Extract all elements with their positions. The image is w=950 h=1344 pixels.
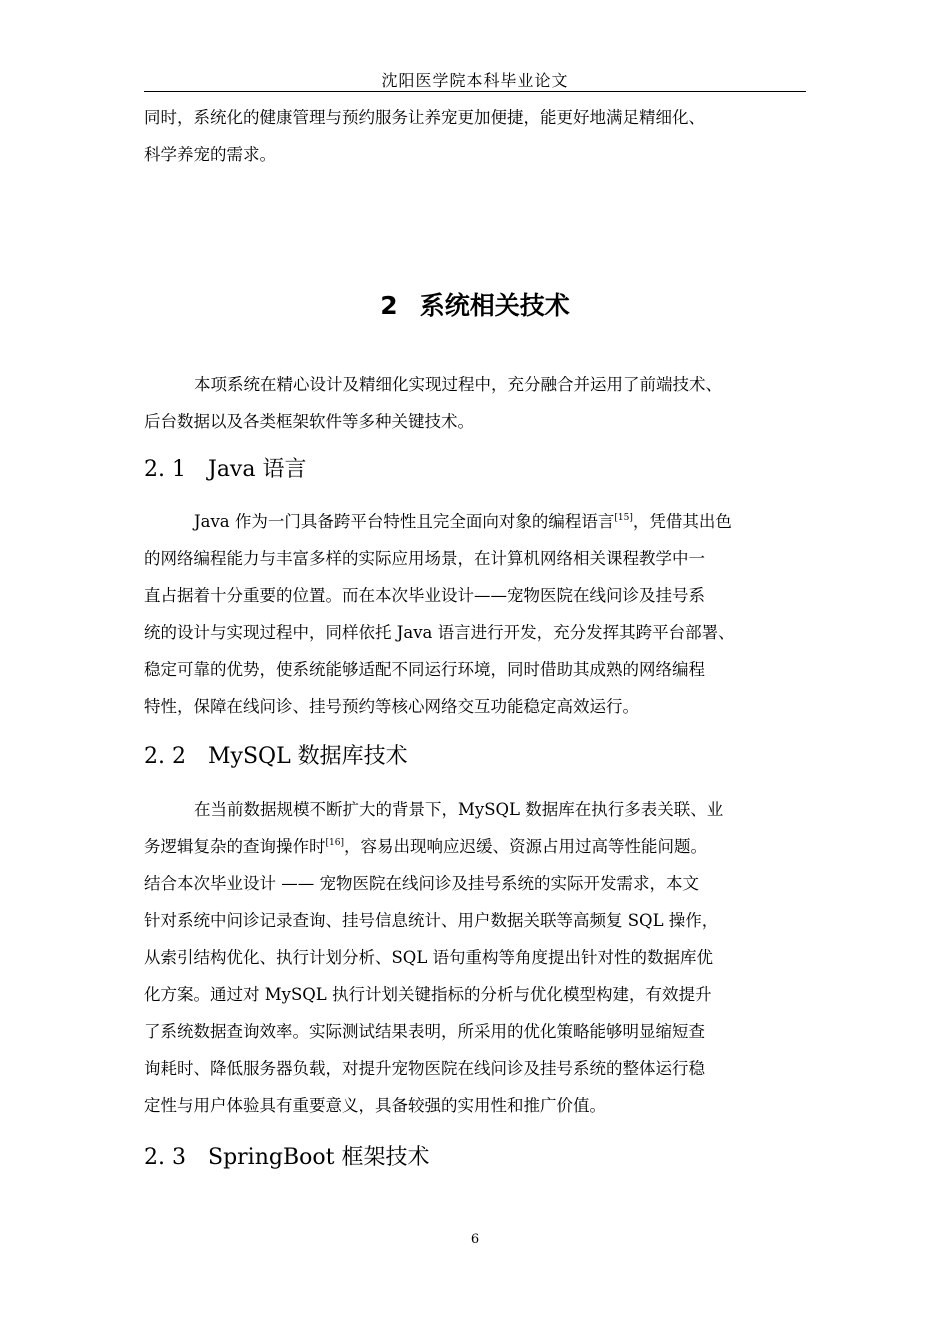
- paragraph-line: 本项系统在精心设计及精细化实现过程中，充分融合并运用了前端技术、: [194, 375, 722, 394]
- section-title: Java 语言: [208, 457, 307, 482]
- text-run: ，容易出现响应迟缓、资源占用过高等性能问题。: [343, 837, 707, 856]
- paragraph-line: 询耗时、降低服务器负载，对提升宠物医院在线问诊及挂号系统的整体运行稳: [144, 1059, 705, 1078]
- section-title: SpringBoot 框架技术: [208, 1145, 430, 1170]
- section-title: MySQL 数据库技术: [208, 744, 408, 769]
- citation-ref: [15]: [614, 513, 633, 523]
- citation-ref: [16]: [325, 838, 344, 848]
- text-run: 务逻辑复杂的查询操作时: [144, 837, 326, 856]
- header-rule: [144, 91, 806, 92]
- paragraph-line: 从索引结构优化、执行计划分析、SQL 语句重构等角度提出针对性的数据库优: [144, 948, 714, 967]
- paragraph-line: 直占据着十分重要的位置。而在本次毕业设计——宠物医院在线问诊及挂号系: [144, 586, 705, 605]
- chapter-title: 系统相关技术: [419, 291, 570, 320]
- paragraph-line: 针对系统中问诊记录查询、挂号信息统计、用户数据关联等高频复 SQL 操作，: [144, 911, 719, 930]
- paragraph-line: 特性，保障在线问诊、挂号预约等核心网络交互功能稳定高效运行。: [144, 697, 639, 716]
- section-heading-2-3: [144, 1143, 429, 1173]
- chapter-intro-paragraph: [144, 366, 808, 440]
- paragraph-line: 稳定可靠的优势，使系统能够适配不同运行环境，同时借助其成熟的网络编程: [144, 660, 705, 679]
- paragraph-line: 在当前数据规模不断扩大的背景下，MySQL 数据库在执行多表关联、业: [194, 800, 724, 819]
- paragraph-line: 科学养宠的需求。: [144, 145, 276, 164]
- paragraph-line: 的网络编程能力与丰富多样的实际应用场景，在计算机网络相关课程教学中一: [144, 549, 705, 568]
- chapter-number: 2: [380, 291, 398, 320]
- section-number: 2. 3: [144, 1145, 186, 1170]
- section-number: 2. 1: [144, 457, 186, 482]
- chapter-heading: [0, 286, 950, 322]
- paragraph-line: 统的设计与实现过程中，同样依托 Java 语言进行开发，充分发挥其跨平台部署、: [144, 623, 735, 642]
- section-2-2-paragraph: [144, 791, 808, 1124]
- section-number: 2. 2: [144, 744, 186, 769]
- paragraph-line: 后台数据以及各类框架软件等多种关键技术。: [144, 412, 474, 431]
- section-heading-2-2: [144, 742, 408, 772]
- running-header: 沈阳医学院本科毕业论文: [381, 71, 569, 90]
- paragraph-line: [144, 828, 808, 865]
- section-2-1-paragraph: [144, 503, 808, 725]
- intro-paragraph: [144, 99, 808, 173]
- paragraph-line: 化方案。通过对 MySQL 执行计划关键指标的分析与优化模型构建，有效提升: [144, 985, 712, 1004]
- paragraph-line: 了系统数据查询效率。实际测试结果表明，所采用的优化策略能够明显缩短查: [144, 1022, 705, 1041]
- section-heading-2-1: [144, 455, 306, 485]
- paragraph-line: 同时，系统化的健康管理与预约服务让养宠更加便捷，能更好地满足精细化、: [144, 108, 705, 127]
- page-number: 6: [470, 1232, 480, 1247]
- text-run: Java 作为一门具备跨平台特性且完全面向对象的编程语言: [194, 512, 615, 531]
- text-run: ，凭借其出色: [632, 512, 732, 531]
- paragraph-line: 结合本次毕业设计 —— 宠物医院在线问诊及挂号系统的实际开发需求，本文: [144, 874, 699, 893]
- paragraph-line: [144, 503, 808, 540]
- paragraph-line: 定性与用户体验具有重要意义，具备较强的实用性和推广价值。: [144, 1096, 606, 1115]
